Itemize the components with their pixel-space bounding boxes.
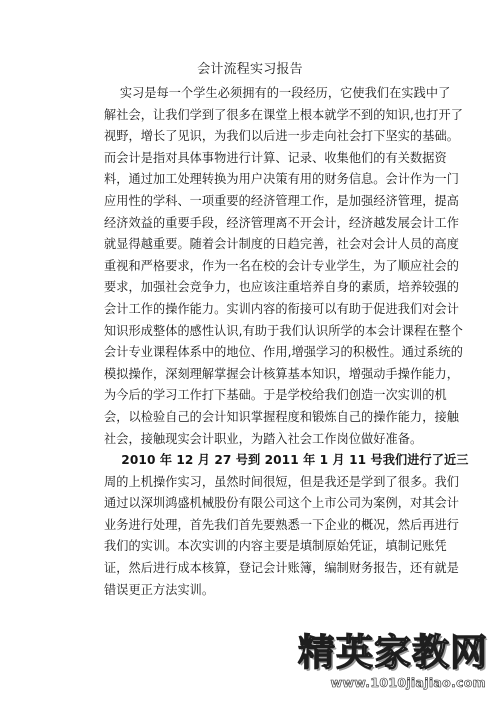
text-line: 就显得越重要。随着会计制度的日趋完善，社会对会计人员的高度 — [104, 236, 459, 252]
watermark-brand: 精英家教网 — [298, 631, 488, 674]
text-line: 业务进行处理，首先我们首先要熟悉一下企业的概况，然后再进行 — [104, 516, 459, 532]
text-line: 周的上机操作实习，虽然时间很短，但是我还是学到了很多。我们 — [104, 473, 459, 489]
document-body — [104, 82, 500, 600]
text-line: 社会，接触现实会计职业，为踏入社会工作岗位做好准备。 — [104, 430, 423, 446]
text-line: 2010 年 12 月 27 号到 2011 年 1 月 11 号我们进行了近三 — [104, 452, 469, 468]
text-line: 我们的实训。本次实训的内容主要是填制原始凭证，填制记账凭 — [104, 538, 447, 554]
text-line: 实习是每一个学生必须拥有的一段经历，它使我们在实践中了 — [104, 85, 451, 100]
text-line: 模拟操作，深刻理解掌握会计核算基本知识，增强动手操作能力， — [104, 365, 459, 381]
text-line: 而会计是指对具体事物进行计算、记录、收集他们的有关数据资 — [104, 149, 447, 165]
text-line: 会计工作的操作能力。实训内容的衔接可以有助于促进我们对会计 — [104, 300, 459, 316]
text-line: 为今后的学习工作打下基础。于是学校给我们创造一次实训的机 — [104, 387, 447, 403]
text-line: 证，然后进行成本核算，登记会计账簿，编制财务报告，还有就是 — [104, 560, 459, 576]
text-line: 应用性的学科、一项重要的经济管理工作，是加强经济管理，提高 — [104, 192, 459, 208]
document-title: 会计流程实习报告 — [197, 62, 303, 77]
text-line: 错误更正方法实训。 — [104, 581, 215, 597]
text-line: 料，通过加工处理转换为用户决策有用的财务信息。会计作为一门 — [104, 171, 459, 187]
text-line: 经济效益的重要手段，经济管理离不开会计，经济越发展会计工作 — [104, 214, 459, 230]
site-watermark — [298, 631, 488, 697]
text-line: 要求，加强社会竞争力，也应该注重培养自身的素质，培养较强的 — [104, 279, 459, 295]
text-line: 解社会，让我们学到了很多在课堂上根本就学不到的知识,也打开了 — [104, 106, 463, 122]
text-line: 知识形成整体的感性认识,有助于我们认识所学的本会计课程在整个 — [104, 322, 463, 338]
text-line: 通过以深圳鸿盛机械股份有限公司这个上市公司为案例，对其会计 — [104, 495, 459, 511]
text-line: 会计专业课程体系中的地位、作用,增强学习的积极性。通过系统的 — [104, 344, 463, 360]
text-line: 视野，增长了见识，为我们以后进一步走向社会打下坚实的基础。 — [104, 128, 459, 144]
watermark-url: www.1010jiajiao.com — [330, 675, 486, 690]
text-line: 重视和严格要求，作为一名在校的会计专业学生，为了顺应社会的 — [104, 257, 459, 273]
text-line: 会，以检验自己的会计知识掌握程度和锻炼自己的操作能力，接触 — [104, 408, 459, 424]
